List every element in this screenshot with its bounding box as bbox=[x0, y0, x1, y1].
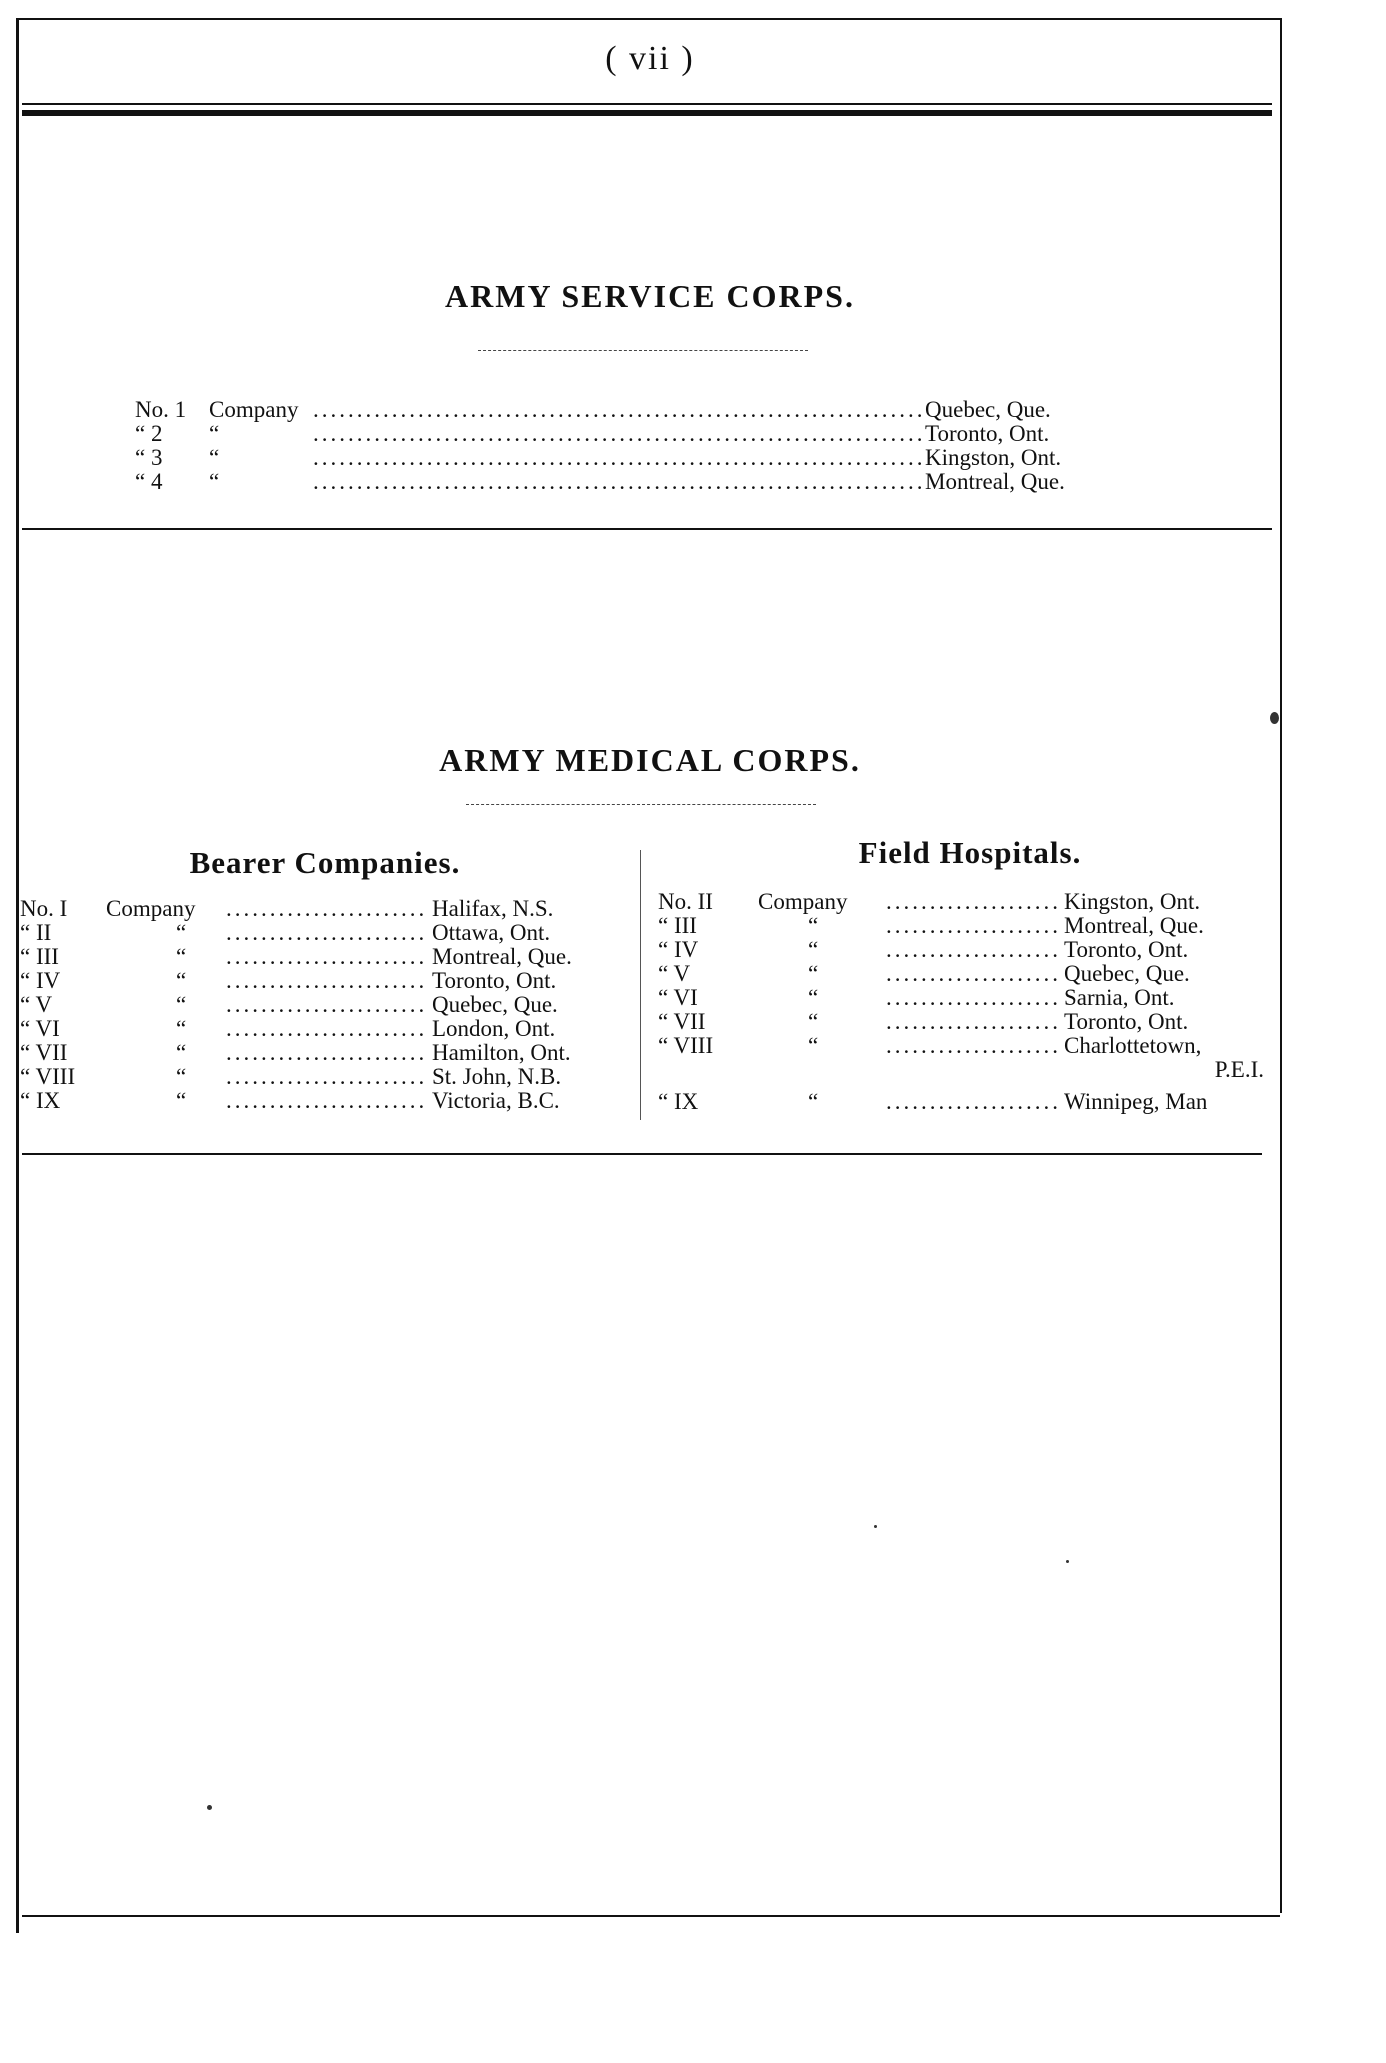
company-number: “ IV bbox=[20, 968, 61, 993]
dot-leader bbox=[226, 993, 428, 1017]
company-number: “ V bbox=[20, 992, 53, 1017]
company-location: London, Ont. bbox=[432, 1016, 556, 1041]
dot-leader bbox=[313, 470, 921, 494]
company-location: Halifax, N.S. bbox=[432, 896, 554, 921]
list-item bbox=[658, 914, 1264, 938]
bearer-companies-heading: Bearer Companies. bbox=[189, 845, 461, 880]
company-location: Quebec, Que. bbox=[432, 992, 558, 1017]
company-label: “ bbox=[808, 913, 819, 938]
list-item bbox=[135, 470, 1135, 494]
dot-leader bbox=[886, 1010, 1060, 1034]
list-item bbox=[20, 945, 620, 969]
company-location: Sarnia, Ont. bbox=[1064, 985, 1175, 1010]
list-item bbox=[658, 1034, 1264, 1058]
company-label: “ bbox=[209, 421, 220, 446]
army-medical-corps-title: ARMY MEDICAL CORPS. bbox=[439, 742, 861, 778]
dot-leader bbox=[886, 962, 1060, 986]
company-label: “ bbox=[808, 1033, 819, 1058]
list-item bbox=[20, 969, 620, 993]
company-location: Toronto, Ont. bbox=[1064, 1009, 1189, 1034]
company-label: “ bbox=[176, 992, 187, 1017]
army-service-corps-title: ARMY SERVICE CORPS. bbox=[445, 278, 855, 314]
list-item bbox=[658, 986, 1264, 1010]
dot-leader bbox=[886, 986, 1060, 1010]
header-rule-thin bbox=[22, 103, 1272, 105]
dot-leader bbox=[226, 945, 428, 969]
company-location: Hamilton, Ont. bbox=[432, 1040, 571, 1065]
company-number: “ VIII bbox=[658, 1033, 714, 1058]
dot-leader bbox=[313, 446, 921, 470]
company-label: “ bbox=[808, 937, 819, 962]
company-location: Ottawa, Ont. bbox=[432, 920, 551, 945]
company-label: “ bbox=[176, 968, 187, 993]
dot-leader bbox=[886, 1034, 1060, 1058]
company-number: “ VI bbox=[20, 1016, 60, 1041]
company-number: No. 1 bbox=[135, 397, 187, 422]
company-number: “ IV bbox=[658, 937, 699, 962]
company-location: Kingston, Ont. bbox=[1064, 889, 1201, 914]
dot-leader bbox=[226, 1041, 428, 1065]
dot-leader bbox=[313, 398, 921, 422]
dot-leader bbox=[226, 921, 428, 945]
company-label: “ bbox=[209, 445, 220, 470]
company-label: Company bbox=[106, 896, 196, 921]
scan-speck bbox=[1270, 712, 1279, 724]
company-location: Toronto, Ont. bbox=[1064, 937, 1189, 962]
company-label: “ bbox=[808, 961, 819, 986]
scan-speck bbox=[874, 1525, 877, 1528]
company-label: “ bbox=[176, 920, 187, 945]
dot-leader bbox=[886, 890, 1060, 914]
field-hospitals-heading: Field Hospitals. bbox=[858, 835, 1082, 870]
army-medical-corps-divider bbox=[466, 804, 816, 805]
company-label: Company bbox=[209, 397, 299, 422]
army-service-corps-divider bbox=[478, 350, 808, 351]
list-item bbox=[20, 1065, 620, 1089]
company-number: “ VI bbox=[658, 985, 698, 1010]
company-label: “ bbox=[176, 1064, 187, 1089]
company-location: Montreal, Que. bbox=[1064, 913, 1204, 938]
company-number: “ IX bbox=[20, 1088, 61, 1113]
column-divider bbox=[640, 850, 641, 1120]
company-label: “ bbox=[808, 1089, 819, 1114]
frame-bottom-border bbox=[22, 1915, 1280, 1917]
list-item bbox=[135, 422, 1135, 446]
company-location: Toronto, Ont. bbox=[432, 968, 557, 993]
company-location: Montreal, Que. bbox=[432, 944, 572, 969]
scan-speck bbox=[1066, 1560, 1069, 1563]
company-number: “ II bbox=[20, 920, 52, 945]
company-label: “ bbox=[176, 1040, 187, 1065]
company-label: Company bbox=[758, 889, 848, 914]
dot-leader bbox=[226, 897, 428, 921]
company-number: No. I bbox=[20, 896, 68, 921]
company-label: “ bbox=[176, 1016, 187, 1041]
company-number: “ VIII bbox=[20, 1064, 76, 1089]
company-number: “ III bbox=[658, 913, 697, 938]
section-rule bbox=[22, 1153, 1262, 1155]
list-item bbox=[658, 962, 1264, 986]
dot-leader bbox=[226, 1017, 428, 1041]
company-number: “ V bbox=[658, 961, 691, 986]
company-label: “ bbox=[176, 1088, 187, 1113]
company-number: “ 2 bbox=[135, 421, 163, 446]
dot-leader bbox=[226, 1065, 428, 1089]
company-location: Montreal, Que. bbox=[925, 469, 1065, 494]
company-number: “ IX bbox=[658, 1089, 699, 1114]
scan-speck bbox=[207, 1805, 212, 1810]
dot-leader bbox=[313, 422, 921, 446]
list-item bbox=[20, 1041, 620, 1065]
list-item bbox=[20, 1017, 620, 1041]
section-rule bbox=[22, 528, 1272, 530]
company-location: St. John, N.B. bbox=[432, 1064, 562, 1089]
list-item bbox=[135, 398, 1135, 422]
list-item bbox=[20, 993, 620, 1017]
list-item bbox=[658, 890, 1264, 914]
list-item-continuation bbox=[658, 1058, 1264, 1082]
list-item bbox=[20, 1089, 620, 1113]
list-item bbox=[20, 921, 620, 945]
company-location: Quebec, Que. bbox=[1064, 961, 1190, 986]
list-item bbox=[658, 1090, 1264, 1114]
company-location-continued: P.E.I. bbox=[1214, 1057, 1264, 1082]
company-location: Charlottetown, bbox=[1064, 1033, 1202, 1058]
company-number: “ 3 bbox=[135, 445, 163, 470]
dot-leader bbox=[886, 914, 1060, 938]
list-item bbox=[658, 1010, 1264, 1034]
company-location: Winnipeg, Man bbox=[1064, 1089, 1208, 1114]
company-number: “ VII bbox=[20, 1040, 68, 1065]
company-location: Victoria, B.C. bbox=[432, 1088, 560, 1113]
frame-top-border bbox=[16, 18, 1282, 20]
list-item bbox=[20, 897, 620, 921]
company-location: Quebec, Que. bbox=[925, 397, 1051, 422]
dot-leader bbox=[886, 938, 1060, 962]
list-item bbox=[658, 938, 1264, 962]
company-number: “ III bbox=[20, 944, 59, 969]
company-label: “ bbox=[176, 944, 187, 969]
dot-leader bbox=[226, 969, 428, 993]
company-number: No. II bbox=[658, 889, 713, 914]
list-item bbox=[135, 446, 1135, 470]
company-location: Toronto, Ont. bbox=[925, 421, 1050, 446]
company-location: Kingston, Ont. bbox=[925, 445, 1062, 470]
dot-leader bbox=[226, 1089, 428, 1113]
dot-leader bbox=[886, 1090, 1060, 1114]
company-label: “ bbox=[808, 1009, 819, 1034]
company-number: “ 4 bbox=[135, 469, 163, 494]
page-number: ( vii ) bbox=[605, 40, 695, 77]
header-rule-thick bbox=[22, 110, 1272, 116]
company-label: “ bbox=[209, 469, 220, 494]
company-label: “ bbox=[808, 985, 819, 1010]
company-number: “ VII bbox=[658, 1009, 706, 1034]
